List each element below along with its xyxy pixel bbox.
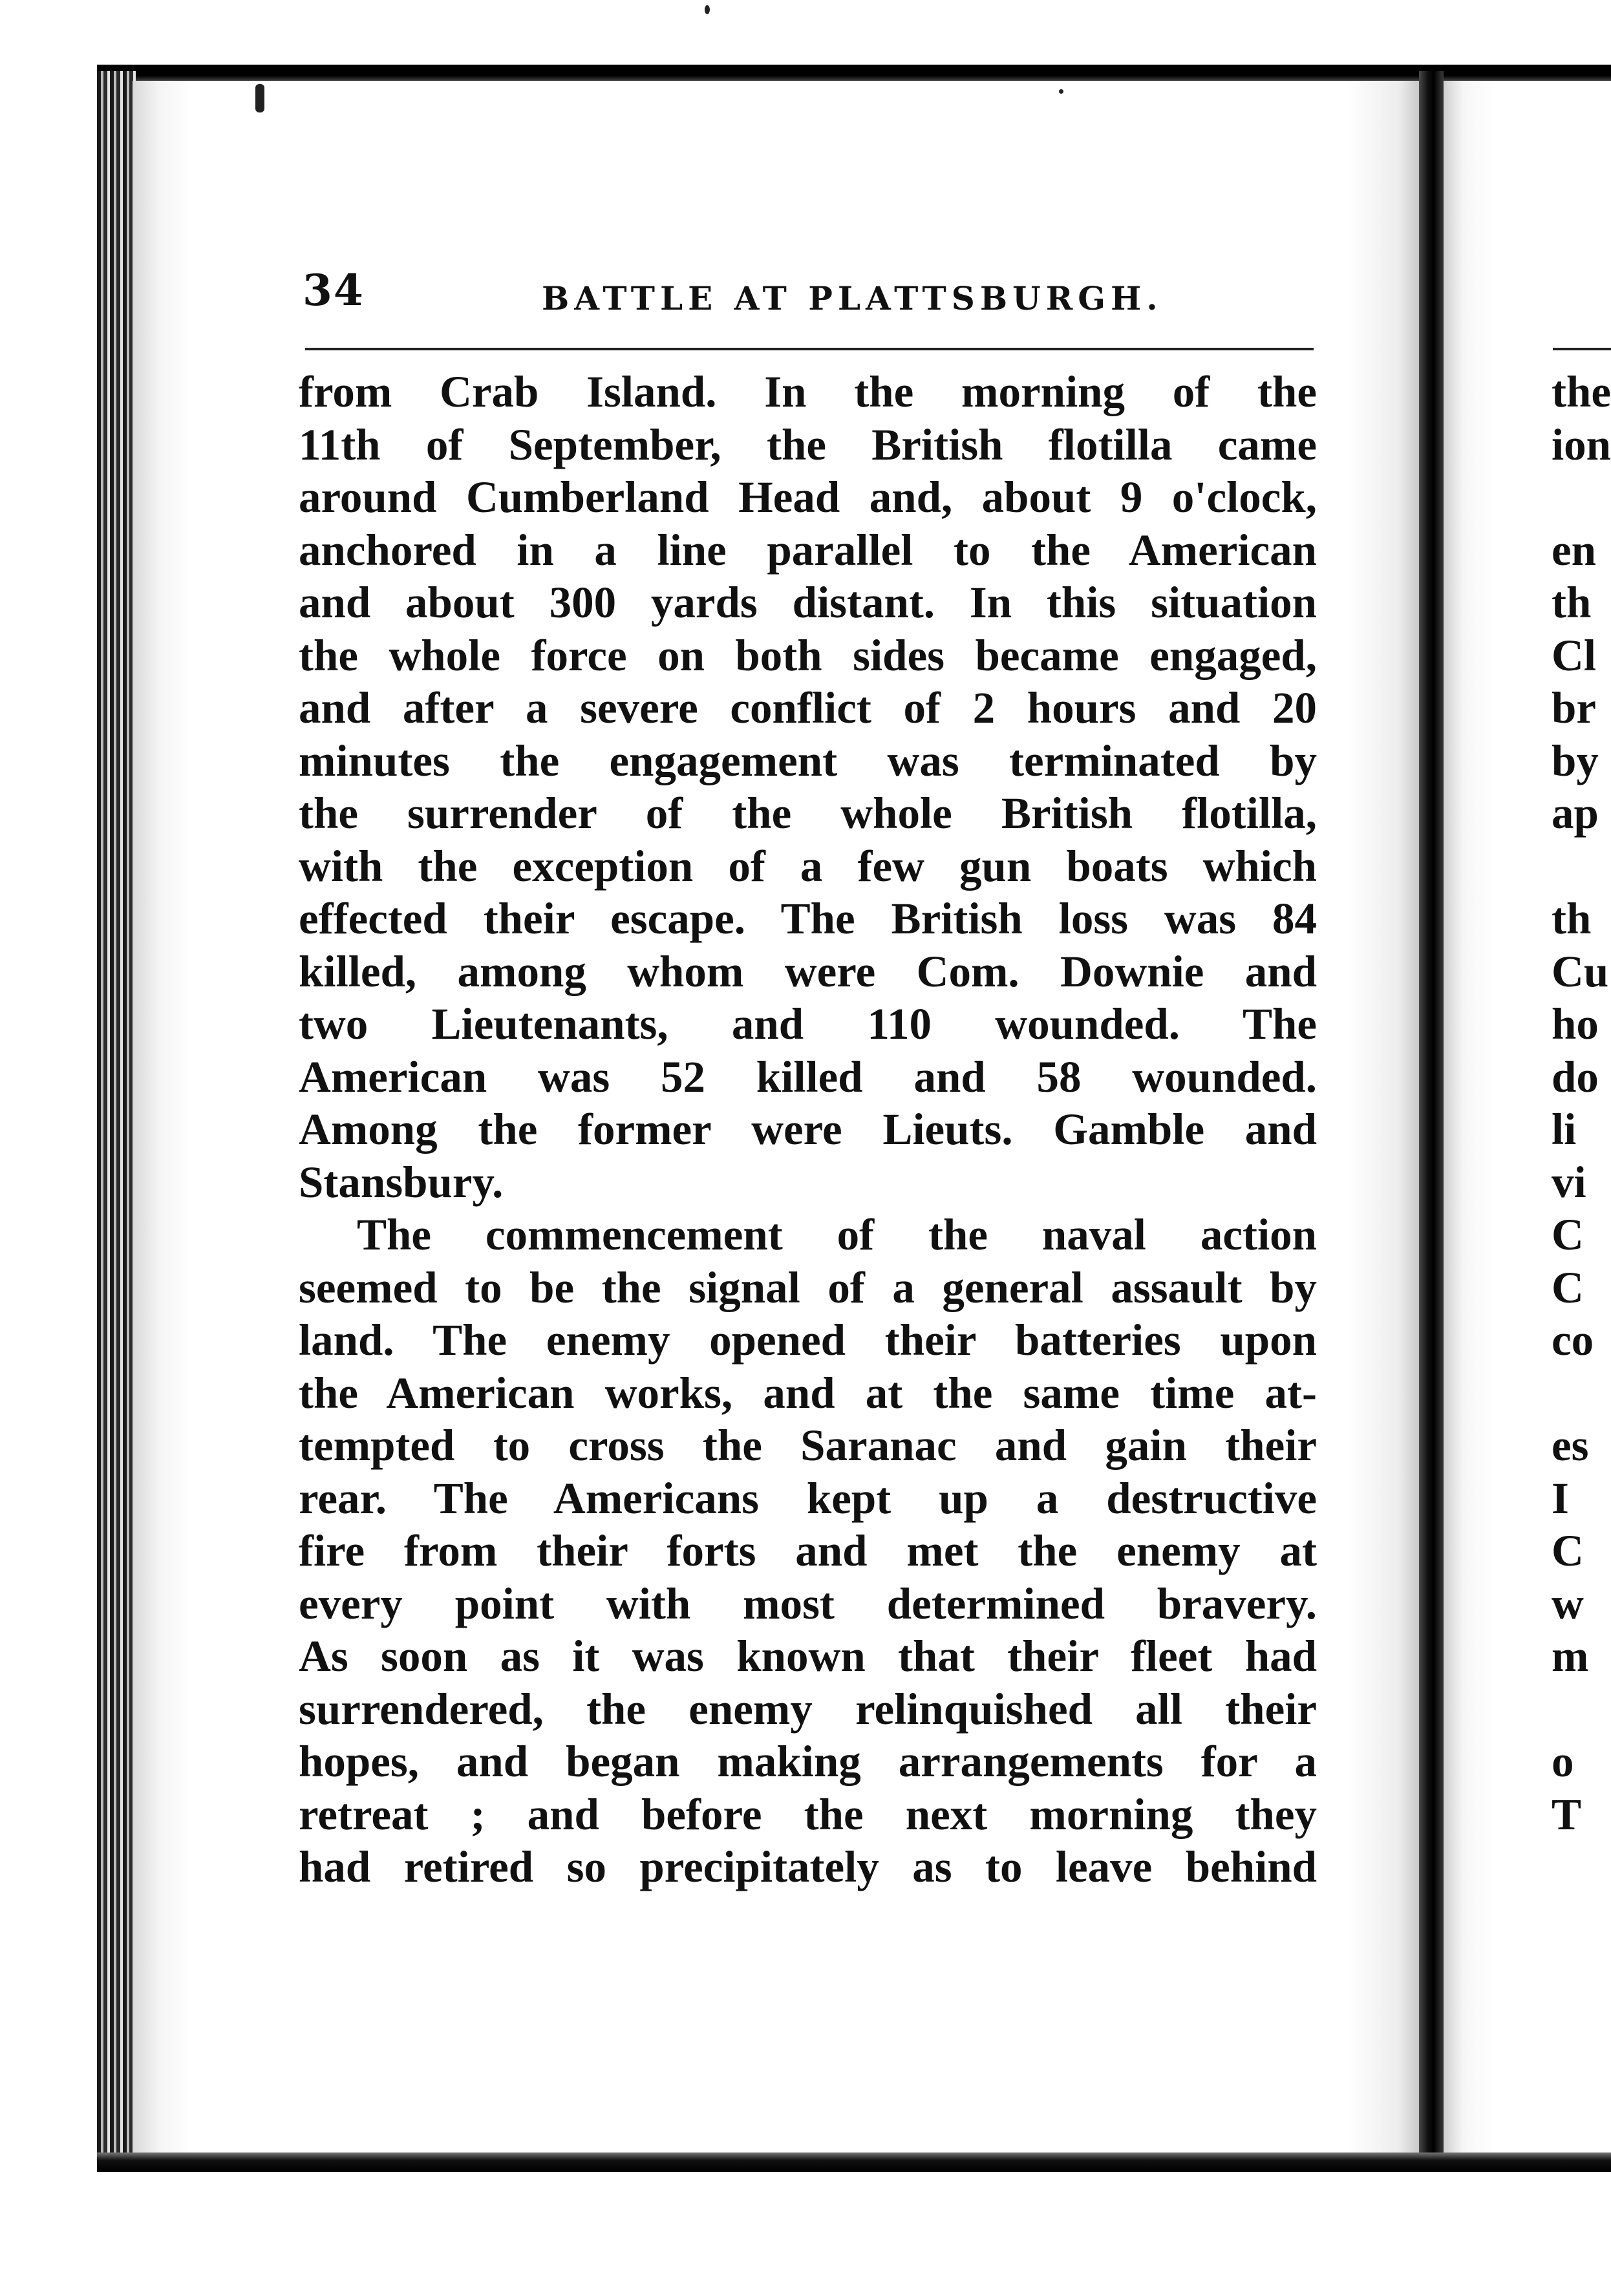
- text-line: around Cumberland Head and, about 9 o'clock,: [299, 473, 1317, 522]
- text-line: and about 300 yards distant. In this situation: [299, 578, 1317, 627]
- text-line: retreat ; and before the next morning they: [299, 1789, 1317, 1839]
- body-text: [299, 366, 1317, 1894]
- text-line: the whole force on both sides became engaged,: [299, 630, 1317, 680]
- binding-mark: [255, 84, 264, 112]
- text-line: with the exception of a few gun boats which: [299, 841, 1317, 891]
- dust-speck: [1059, 89, 1063, 94]
- facing-text-line: Cu: [1552, 946, 1609, 996]
- text-line: surrendered, the enemy relinquished all their: [299, 1684, 1317, 1734]
- book-gutter: [1419, 71, 1444, 2172]
- facing-text-line: ho: [1552, 999, 1599, 1048]
- text-line: As soon as it was known that their fleet had: [299, 1632, 1317, 1681]
- text-line: Among the former were Lieuts. Gamble and: [299, 1105, 1317, 1154]
- facing-text-line: C: [1552, 1526, 1584, 1575]
- facing-text-line: br: [1552, 683, 1596, 732]
- text-line: land. The enemy opened their batteries upon: [299, 1315, 1317, 1365]
- dust-speck: [705, 5, 710, 14]
- facing-text-line: en: [1552, 525, 1596, 575]
- text-line: the surrender of the whole British flotilla,: [299, 789, 1317, 838]
- text-line: killed, among whom were Com. Downie and: [299, 946, 1317, 996]
- facing-text-line: th: [1552, 894, 1592, 943]
- text-line: seemed to be the signal of a general assault by: [299, 1262, 1317, 1312]
- facing-text-line: w: [1552, 1578, 1584, 1628]
- running-title: BATTLE AT PLATTSBURGH.: [542, 279, 1163, 317]
- text-line: the American works, and at the same time at-: [299, 1368, 1317, 1418]
- facing-text-line: the: [1552, 367, 1611, 416]
- text-line: rear. The Americans kept up a destructive: [299, 1473, 1317, 1523]
- facing-text-line: vi: [1552, 1157, 1586, 1207]
- text-line: effected their escape. The British loss was 84: [299, 894, 1317, 943]
- facing-text-line: I: [1552, 1473, 1569, 1523]
- text-line: every point with most determined bravery.: [299, 1578, 1317, 1628]
- facing-text-line: ap: [1552, 789, 1599, 838]
- facing-header-rule: [1553, 348, 1611, 350]
- text-line: fire from their forts and met the enemy at: [299, 1526, 1317, 1575]
- facing-text-line: co: [1552, 1315, 1594, 1365]
- text-line: had retired so precipitately as to leave behind: [299, 1842, 1317, 1891]
- facing-text-line: [1552, 1367, 1611, 1420]
- facing-text-line: th: [1552, 578, 1592, 627]
- text-line: The commencement of the naval action: [357, 1210, 1317, 1259]
- facing-text-line: es: [1552, 1421, 1589, 1470]
- facing-text-line: ion: [1552, 420, 1611, 469]
- text-line: and after a severe conflict of 2 hours and 20: [299, 683, 1317, 732]
- page-edges-left: [97, 71, 136, 2165]
- text-line: Stansbury.: [299, 1157, 504, 1207]
- facing-text-line: [1552, 471, 1611, 524]
- facing-text-line: by: [1552, 736, 1599, 785]
- book-top-edge: [97, 65, 1611, 83]
- facing-text-line: [1552, 840, 1611, 893]
- text-line: hopes, and began making arrangements for a: [299, 1737, 1317, 1786]
- facing-text-line: li: [1552, 1105, 1577, 1154]
- text-line: minutes the engagement was terminated by: [299, 736, 1317, 785]
- text-line: tempted to cross the Saranac and gain their: [299, 1421, 1317, 1470]
- facing-text-line: o: [1552, 1737, 1574, 1786]
- page-number: 34: [303, 265, 365, 315]
- text-line: two Lieutenants, and 110 wounded. The: [299, 999, 1317, 1048]
- header-rule: [305, 348, 1314, 350]
- facing-text-line: C: [1552, 1210, 1584, 1259]
- facing-text-line: [1552, 1683, 1611, 1736]
- facing-text-line: m: [1552, 1632, 1589, 1681]
- text-line: American was 52 killed and 58 wounded.: [299, 1052, 1317, 1101]
- facing-text-line: C: [1552, 1262, 1584, 1312]
- facing-page-text: [1552, 366, 1611, 1841]
- text-line: from Crab Island. In the morning of the: [299, 367, 1317, 416]
- facing-text-line: Cl: [1552, 630, 1596, 680]
- text-line: anchored in a line parallel to the American: [299, 525, 1317, 575]
- book-bottom-edge: [97, 2152, 1611, 2172]
- facing-text-line: do: [1552, 1052, 1599, 1101]
- facing-text-line: T: [1552, 1789, 1582, 1839]
- text-line: 11th of September, the British flotilla came: [299, 420, 1317, 469]
